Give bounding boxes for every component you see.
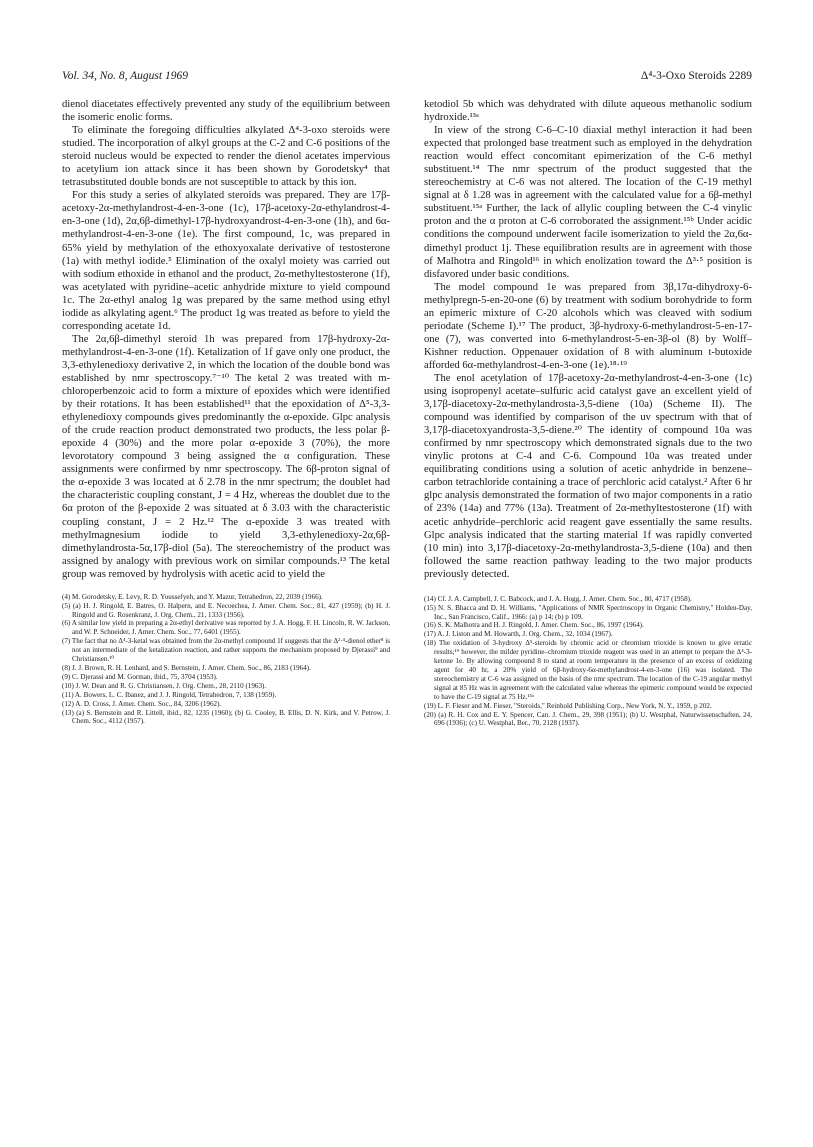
paragraph: The model compound 1e was prepared from 3β,17α-dihydroxy-6-methylpregn-5-en-20-one (6) by treatment with sodium borohydride to form an epimeric mixture of C-20 alcohols which was cleaved with sodium periodate (Scheme I).¹⁷ The product, 3β-hydroxy-6-methylandrost-5-en-17-one (7), was converted into 6-methylandrost-5-en-3β-ol (8) by Wolff–Kishner reduction. Oppenauer oxidation of 8 with aluminum t-butoxide afforded 6α-methylandrost-4-en-3-one (1e).¹⁸·¹⁹ bbox=[424, 281, 752, 371]
paragraph: For this study a series of alkylated steroids was prepared. They are 17β-acetoxy-2α-methylandrost-4-en-3-one (1c), 17β-acetoxy-2α-ethylandrost-4-en-3-one (1d), 2α,6β-dimethyl-17β-hydroxyandrost-4-en-3-one (1h), and 6α-methylandrost-4-en-3-one (1e). The first compound, 1c, was prepared in 65% yield by methylation of the ethoxyoxalate derivative of testosterone (1a) with methyl iodide.⁵ Elimination of the oxalyl moiety was carried out with sodium ethoxide in ethanol and the product, 2α-methyltestosterone (1f), was acetylated with pyridine–acetic anhydride mixture to yield compound 1c. The 2α-ethyl analog 1g was prepared by the same method using ethyl iodide as alkylating agent.⁶ The product 1g was treated as before to yield the corresponding acetate 1d. bbox=[62, 190, 390, 332]
running-header bbox=[62, 70, 752, 86]
footnote: (4) M. Gorodetsky, E. Levy, R. D. Youssefyeh, and Y. Mazur, Tetrahedron, 22, 2039 (1966). bbox=[62, 592, 323, 601]
footnote: (5) (a) H. J. Ringold, E. Batres, O. Halpern, and E. Necoechea, J. Amer. Chem. Soc., 81, 427 (1959); (b) H. J. Ringold and G. Rosenkranz, J. Org. Chem., 21, 1333 (1956). bbox=[62, 601, 390, 619]
footnote: (16) S. K. Malhotra and H. J. Ringold, J. Amer. Chem. Soc., 86, 1997 (1964). bbox=[424, 621, 644, 630]
footnote: (9) C. Djerassi and M. Gorman, ibid., 75, 3704 (1953). bbox=[62, 672, 218, 681]
footnote: (18) The oxidation of 3-hydroxy Δ⁵-steroids by chromic acid or chromium trioxide is known to give erratic results;¹⁹ however, the milder pyridine–chromium trioxide reagent was used in an attempt to prepare the Δ⁴-3-ketone 1e. By allowing compound 8 to stand at room temperature in the presence of an excess of oxidizing agent for 40 hr, a 20% yield of 6β-hydroxy-6α-methylandrost-4-en-3-one (16) was isolated. The stereochemistry at C-6 was assigned on the basis of the nmr spectrum. The location of the C-19 angular methyl signal at 85 Hz was in agreement with the calculated value whereas the epimeric compound would be expected to have the C-19 signal at 75 Hz.¹⁵ᵃ bbox=[424, 639, 752, 701]
paragraph: To eliminate the foregoing difficulties alkylated Δ⁴-3-oxo steroids were studied. The incorporation of alkyl groups at the C-2 and C-6 positions of the steroid nucleus would be expected to render the dienol acetates impervious to acetylium ion attack since it has been shown by Gorodetsky⁴ that tetrasubstituted double bonds are not susceptible to attack by this ion. bbox=[62, 125, 390, 189]
footnote: (15) N. S. Bhacca and D. H. Williams, "Applications of NMR Spectroscopy in Organic Chemistry," Holden-Day, Inc., San Francisco, Calif., 1966: (a) p 14; (b) p 109. bbox=[424, 603, 752, 621]
paragraph: The enol acetylation of 17β-acetoxy-2α-methylandrost-4-en-3-one (1c) using isopropenyl acetate–sulfuric acid catalyst gave an excellent yield of 3,17β-diacetoxy-2α-methylandrosta-3,5-diene (10a) (Scheme II). The compound was identified by comparison of the uv spectrum with that of 3,17β-diacetoxyandrosta-3,5-diene.²⁰ The identity of compound 10a was confirmed by nmr spectroscopy which demonstrated signals due to the two vinylic protons at C-4 and C-6. Compound 10a was treated under equilibrating conditions using a solution of acetic anhydride in benzene–carbon tetrachloride containing a trace of perchloric acid catalyst.² After 6 hr glpc analysis demonstrated the formation of two major components in a ratio of 23% (14a) and 77% (13a). Treatment of 2α-methyltestosterone (1f) with acetic anhydride–perchloric acid reagent gave essentially the same results. Glpc analysis indicated that the starting material 1f was rapidly converted (10 min) into 3,17β-diacetoxy-2α-methylandrosta-3,5-diene (10a) and then followed the same reaction pathway leading to the two major products previously detected. bbox=[424, 372, 752, 580]
paragraph: The 2α,6β-dimethyl steroid 1h was prepared from 17β-hydroxy-2α-methylandrost-4-en-3-one (1f). Ketalization of 1f gave only one product, the 3,3-ethylenedioxy derivative 2, in which the location of the double bond was established by nmr spectroscopy.⁷⁻¹⁰ The ketal 2 was treated with m-chloroperbenzoic acid to form a mixture of epoxides which were identified by their rotations. It has been established¹¹ that the epoxidation of Δ⁵-3,3-ethylenedioxy compounds gives predominantly the α-epoxide. Glpc analysis of the crude reaction product demonstrated two products, the less polar β-epoxide 4 (30%) and the more polar α-epoxide 3 (70%), the more levorotatory compound 3 being assigned the α configuration. These assignments were confirmed by nmr spectroscopy. The 6β-proton signal of the α-epoxide 3 was located at δ 2.78 in the nmr spectrum; the doublet had the characteristic coupling constant, J = 4 Hz, whereas the doublet due to the 6α proton of the β-epoxide 2 was situated at δ 3.03 with the characteristic coupling constant, J = 2 Hz.¹² The α-epoxide 3 was treated with methylmagnesium iodide to yield 3,3-ethylenedioxy-2α,6β-dimethylandrosta-5α,17β-diol (5a). The stereochemistry of the product was assigned by analogy with previous work on similar compounds.¹³ The ketal group was removed by hydrolysis with acetic acid to yield the bbox=[62, 333, 390, 580]
footnotes bbox=[62, 593, 390, 727]
left-column bbox=[62, 98, 390, 726]
footnote: (7) The fact that no Δ⁴-3-ketal was obtained from the 2α-methyl compound 1f suggests that the Δ²·⁴-dienol ether⁸ is not an intermediate of the ketalization reaction, and rather supports the mechanism proposed by Djerassi⁹ and Christiansen.¹⁰ bbox=[62, 637, 390, 664]
footnote: (6) A similar low yield in preparing a 2α-ethyl derivative was reported by J. A. Hogg, F. H. Lincoln, R. W. Jackson, and W. P. Schneider, J. Amer. Chem. Soc., 77, 6401 (1955). bbox=[62, 619, 390, 637]
right-column bbox=[424, 98, 752, 728]
footnote: (19) L. F. Fieser and M. Fieser, "Steroids," Reinhold Publishing Corp., New York, N. Y., 1959, p 202. bbox=[424, 701, 712, 710]
paragraph: ketodiol 5b which was dehydrated with dilute aqueous methanolic sodium hydroxide.¹³ᵃ bbox=[424, 99, 752, 124]
footnote: (13) (a) S. Bernstein and R. Littell, ibid., 82, 1235 (1960); (b) G. Cooley, B. Ellis, D. N. Kirk, and V. Petrow, J. Chem. Soc., 4112 (1957). bbox=[62, 708, 390, 726]
footnote: (17) A. J. Liston and M. Howarth, J. Org. Chem., 32, 1034 (1967). bbox=[424, 630, 613, 639]
journal-issue: Vol. 34, No. 8, August 1969 bbox=[62, 70, 188, 82]
footnote: (10) J. W. Dean and R. G. Christiansen, J. Org. Chem., 28, 2110 (1963). bbox=[62, 681, 267, 690]
footnotes bbox=[424, 595, 752, 729]
footnote: (8) J. J. Brown, R. H. Lenhard, and S. Bernstein, J. Amer. Chem. Soc., 86, 2183 (1964). bbox=[62, 663, 311, 672]
footnote: (12) A. D. Cross, J. Amer. Chem. Soc., 84, 3206 (1962). bbox=[62, 699, 222, 708]
footnote: (14) Cf. J. A. Campbell, J. C. Babcock, and J. A. Hogg, J. Amer. Chem. Soc., 80, 4717 (1958). bbox=[424, 594, 692, 603]
paragraph: In view of the strong C-6–C-10 diaxial methyl interaction it had been expected that prolonged base treatment such as employed in the dehydration reaction would effect concomitant epimerization of the C-6 methyl substituent.¹⁴ The nmr spectrum of the product suggested that the stereochemistry at C-6 was not altered. The location of the C-19 methyl signal at δ 1.28 was in agreement with the calculated value for a 6β-methyl substituent.¹⁵ᵃ Further, the lack of allylic coupling between the C-4 vinylic proton and the α proton at C-6 corroborated the assignment.¹⁵ᵇ Under acidic conditions the compound underwent facile isomerization to yield the 2α,6α-dimethyl product 1j. These equilibration results are in agreement with those of Malhotra and Ringold¹⁶ in which enolization toward the Δ³·⁵ position is disfavored under basic conditions. bbox=[424, 125, 752, 280]
paragraph: dienol diacetates effectively prevented any study of the equilibrium between the isomeric enolic forms. bbox=[62, 99, 390, 124]
footnote: (11) A. Bowers, L. C. Ibanez, and J. J. Ringold, Tetrahedron, 7, 138 (1959). bbox=[62, 690, 277, 699]
footnote: (20) (a) R. H. Cox and E. Y. Spencer, Can. J. Chem., 29, 398 (1951); (b) U. Westphal, Naturwissenschaften, 24, 696 (1936); (c) U. Westphal, Ber., 70, 2128 (1937). bbox=[424, 710, 752, 728]
running-title-page-number: Δ⁴-3-Oxo Steroids 2289 bbox=[640, 70, 752, 82]
